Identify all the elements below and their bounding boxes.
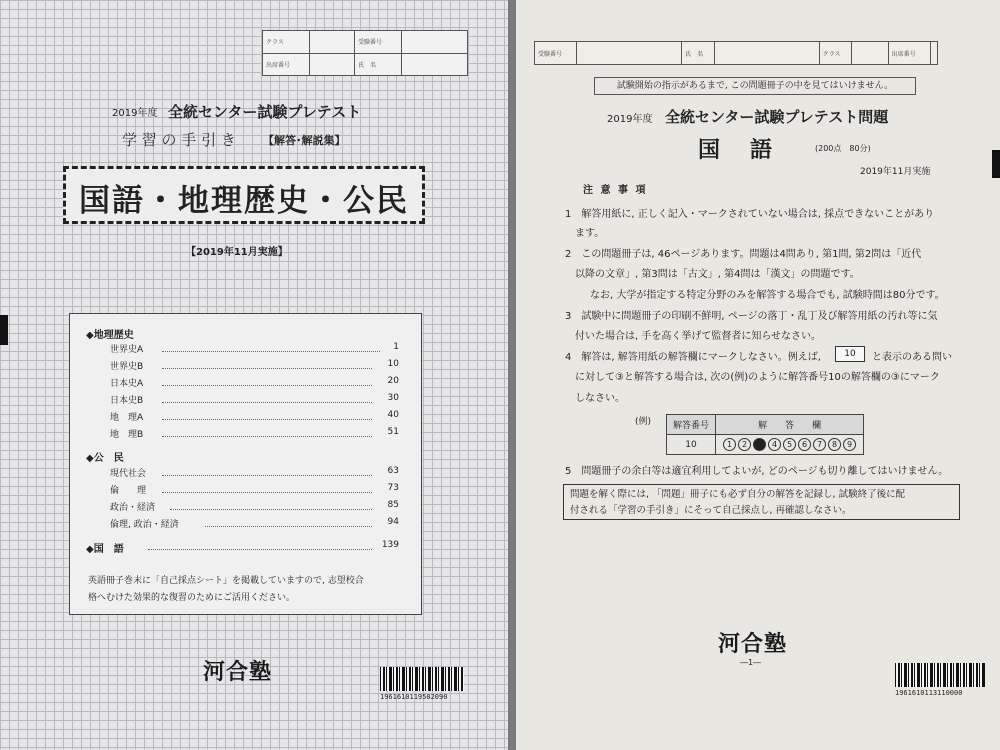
notes-heading: 注 意 事 項: [583, 185, 648, 196]
note-line: ます。: [575, 228, 605, 239]
do-not-open-notice: 試験開始の指示があるまで, この問題冊子の中を見てはいけません。: [594, 77, 916, 95]
note-line: 以降の文章」, 第3問は「古文」, 第4問は「漢文」の問題です。: [575, 269, 860, 280]
kawaijuku-logo: 河合塾: [203, 660, 273, 685]
left-id-form: [262, 30, 468, 76]
name-label: 氏 名: [355, 53, 402, 76]
attendance-no-label: 出席番号: [888, 42, 930, 65]
bubble-option: 9: [843, 438, 856, 451]
note-line: に対して③と解答する場合は, 次の(例)のように解答番号10の解答欄の③にマーク: [575, 372, 940, 383]
table-of-contents: [69, 313, 422, 615]
toc-footnote-2: 格へむけた効果的な復習のためにご活用ください。: [88, 593, 296, 603]
toc-item: 倫理, 政治・経済 94: [110, 517, 399, 530]
note-line: 付いた場合は, 手を高く挙げて監督者に知らせなさい。: [575, 331, 822, 342]
toc-item: 政治・経済 85: [110, 500, 399, 513]
self-scoring-note: [563, 484, 960, 520]
self-scoring-note-line-1: 問題を解く際には, 「問題」冊子にも必ず自分の解答を記録し, 試験終了後に配: [570, 489, 906, 500]
note-line: なお, 大学が指定する特定分野のみを解答する場合でも, 試験時間は80分です。: [590, 290, 945, 301]
bubble-option: 1: [723, 438, 736, 451]
toc-item: 倫 理 73: [110, 483, 399, 496]
class-label: クラス: [263, 31, 310, 54]
exam-date: 2019年11月実施: [860, 167, 931, 177]
self-scoring-note-line-2: 付される「学習の手引き」にそって自己採点し, 再確認しなさい。: [570, 505, 852, 516]
answer-field-header: 解 答 欄: [716, 415, 864, 435]
attendance-no-label: 出席番号: [263, 53, 310, 76]
left-subtitle-bracket: 【解答･解説集】: [263, 134, 346, 147]
answer-row-number: 10: [667, 435, 716, 455]
toc-section-geo-history: ◆地理歴史: [86, 330, 134, 341]
left-year: 2019年度: [112, 108, 158, 119]
right-id-form: [534, 41, 938, 65]
implementation-date: 【2019年11月実施】: [186, 247, 288, 258]
toc-item: 日本史B 30: [110, 393, 399, 406]
toc-item: 世界史B 10: [110, 359, 399, 372]
subject-heading: 国 語: [698, 138, 777, 163]
right-year: 2019年度: [607, 114, 653, 125]
bubble-option: 2: [738, 438, 751, 451]
toc-item-japanese: ◆国 語 139: [86, 540, 399, 555]
toc-item: 世界史A 1: [110, 342, 399, 355]
examinee-no-label: 受験番号: [535, 42, 577, 65]
left-barcode-number: 1961610119502090: [380, 693, 448, 701]
score-and-time: (200点 80分): [815, 144, 871, 153]
name-label: 氏 名: [682, 42, 715, 65]
bubble-option: 5: [783, 438, 796, 451]
page-gutter: [508, 0, 516, 750]
note-line: しなさい。: [575, 393, 625, 404]
note-line: 2 この問題冊子は, 46ページあります。問題は4問あり, 第1問, 第2問は「近代: [565, 249, 922, 260]
toc-section-civics: ◆公 民: [86, 453, 124, 464]
note-line: 1 解答用紙に, 正しく記入・マークされていない場合は, 採点できないことがあり: [565, 209, 935, 220]
bubble-option: 8: [828, 438, 841, 451]
kawaijuku-logo: 河合塾: [718, 632, 788, 657]
page-number: ―1―: [740, 658, 762, 667]
left-barcode: [380, 667, 464, 691]
right-barcode: [895, 663, 985, 687]
left-title: 全統センター試験プレテスト: [168, 103, 362, 121]
toc-footnote-1: 英語冊子巻末に「自己採点シート」を掲載していますので, 志望校合: [88, 576, 364, 586]
bubble-option: 7: [813, 438, 826, 451]
subject-title-box: [63, 166, 425, 224]
example-answer-number-box: 10: [835, 346, 865, 362]
toc-item: 地 理B 51: [110, 427, 399, 440]
edge-tab: [0, 315, 8, 345]
note-line: 4 解答は, 解答用紙の解答欄にマークしなさい。例えば,: [565, 352, 821, 363]
note-line: 5 問題冊子の余白等は適宜利用してよいが, どのページも切り離してはいけません。: [565, 466, 949, 477]
left-subtitle: 学 習 の 手 引 き: [122, 131, 236, 149]
toc-item: 地 理A 40: [110, 410, 399, 423]
class-label: クラス: [819, 42, 852, 65]
bubble-option: 4: [768, 438, 781, 451]
edge-tab: [992, 150, 1000, 178]
subject-title: 国語・地理歴史・公民: [79, 183, 409, 219]
example-answer-table: [666, 414, 864, 455]
note-line: と表示のある問い: [872, 352, 952, 363]
example-label: (例): [635, 417, 652, 427]
note-line: 3 試験中に問題冊子の印刷不鮮明, ページの落丁・乱丁及び解答用紙の汚れ等に気: [565, 311, 938, 322]
right-barcode-number: 1961610113110000: [895, 689, 963, 697]
toc-item: 現代社会 63: [110, 466, 399, 479]
toc-item: 日本史A 20: [110, 376, 399, 389]
answer-bubbles: [716, 435, 864, 455]
right-title: 全統センター試験プレテスト問題: [665, 108, 889, 126]
examinee-no-label: 受験番号: [355, 31, 402, 54]
answer-number-header: 解答番号: [667, 415, 716, 435]
bubble-option-marked: 3: [753, 438, 766, 451]
bubble-option: 6: [798, 438, 811, 451]
